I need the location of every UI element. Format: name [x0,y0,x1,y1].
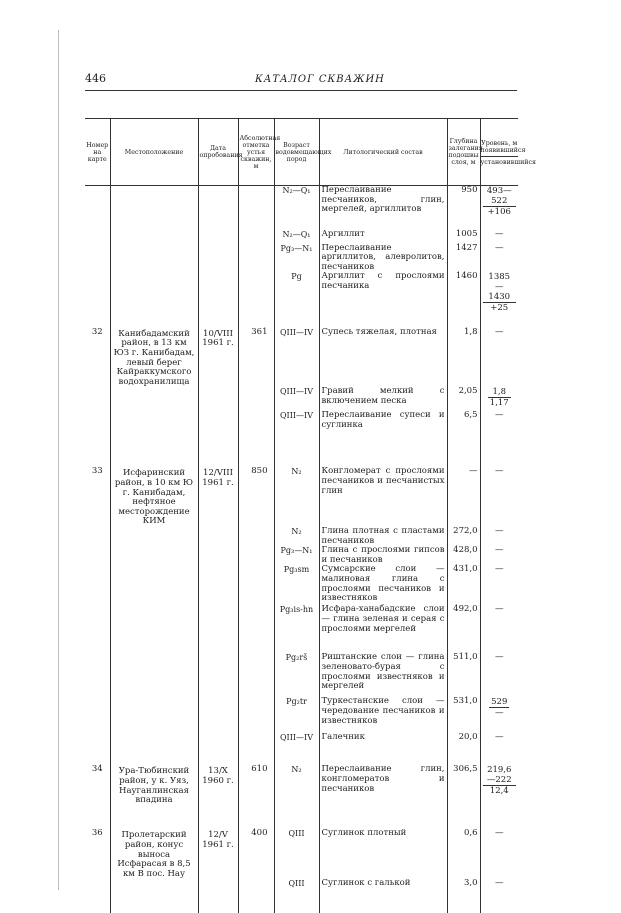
cell-age: QIII [274,829,319,879]
cell-date [198,653,238,697]
cell-level [480,272,518,314]
cell-level: — [480,653,518,697]
cell-num [85,879,110,913]
cell-lithology: Риштанские слои — глина зеленовато-бурая с прослоями известняков и мергелей [319,653,447,697]
cell-num [85,697,110,733]
col-header-location: Местоположение [110,119,198,186]
cell-age: Pg [274,272,319,314]
group-separator [85,453,518,467]
table-row [85,733,518,751]
level-appeared: 1385—1430 [483,272,517,303]
cell-date [198,879,238,913]
cell-elevation [238,733,274,751]
cell-age: QIII—IV [274,387,319,411]
table-row [85,272,518,314]
cell-level: — [480,733,518,751]
cell-lithology: Сумсарские слои — малиновая глина с прослоями песчаников и известняков [319,565,447,605]
cell-depth: 1460 [447,272,480,314]
col-header-age: Возраст водовмещающих пород [274,119,319,186]
cell-level [480,697,518,733]
cell-lithology: Аргиллит с прослоями песчаника [319,272,447,314]
cell-depth: 431,0 [447,565,480,605]
cell-location [110,244,198,273]
cell-age: Pg₃—N₁ [274,244,319,273]
cell-num [85,387,110,411]
level-appeared: 493—522 [483,186,517,207]
cell-lithology: Переслаивание песчаников, глин, мергелей, аргиллитов [319,186,447,230]
cell-elevation [238,244,274,273]
cell-elevation [238,411,274,453]
cell-age: Pg₃is-hn [274,605,319,653]
cell-elevation: 400 [238,829,274,879]
cell-level [480,387,518,411]
table-row [85,186,518,230]
cell-lithology: Глина с прослоями гипсов и песчаников [319,546,447,565]
cell-elevation [238,605,274,653]
cell-location: Пролетарский район, конус выноса Исфарасая в 8,5 км В пос. Нау [110,829,198,879]
col-header-elevation: Абсолютная отметка устья скважин, м [238,119,274,186]
table-row [85,697,518,733]
header-rule [85,90,517,91]
level-header-title: Уровень, м появившийся [481,138,519,157]
table-row [85,411,518,453]
cell-depth: 1005 [447,230,480,244]
cell-location: Ура-Тюбинский район, у к. Уяз, Науганлинская впадина [110,765,198,815]
cell-location [110,565,198,605]
cell-num: 33 [85,467,110,527]
cell-elevation: 610 [238,765,274,815]
cell-date [198,546,238,565]
level-established: — [489,708,509,718]
cell-level: — [480,605,518,653]
running-title: КАТАЛОГ СКВАЖИН [255,74,385,85]
cell-num [85,272,110,314]
cell-location: Исфаринский район, в 10 км Ю г. Канибадам, нефтяное месторождение КИМ [110,467,198,527]
cell-age: N₂—Q₁ [274,186,319,230]
cell-depth: — [447,467,480,527]
cell-location [110,653,198,697]
cell-date: 10/VIII 1961 г. [198,328,238,388]
cell-location [110,546,198,565]
col-header-depth: Глубина залегания подошвы слоя, м [447,119,480,186]
cell-num [85,527,110,546]
cell-depth: 0,6 [447,829,480,879]
cell-num [85,565,110,605]
cell-date [198,272,238,314]
cell-lithology: Переслаивание аргиллитов, алевролитов, песчаников [319,244,447,273]
cell-date [198,387,238,411]
cell-depth: 1,8 [447,328,480,388]
cell-age: N₂ [274,765,319,815]
cell-level: — [480,244,518,273]
cell-level: — [480,467,518,527]
table-row [85,565,518,605]
cell-lithology: Конгломерат с прослоями песчаников и песчанистых глин [319,467,447,527]
cell-age: Pg₃—N₁ [274,546,319,565]
level-fraction [483,186,517,217]
cell-age: QIII—IV [274,328,319,388]
cell-level: — [480,879,518,913]
cell-elevation [238,230,274,244]
table-row [85,230,518,244]
cell-date [198,186,238,230]
cell-num [85,186,110,230]
cell-depth: 950 [447,186,480,230]
page-edge-line [58,30,59,890]
cell-level: — [480,328,518,388]
cell-location [110,186,198,230]
cell-lithology: Переслаивание глин, конгломератов и песчаников [319,765,447,815]
cell-location [110,411,198,453]
cell-date [198,230,238,244]
cell-elevation [238,272,274,314]
table-row [85,328,518,388]
table-row [85,765,518,815]
table-row [85,387,518,411]
cell-age: N₂—Q₁ [274,230,319,244]
cell-age: QIII [274,879,319,913]
cell-lithology: Переслаивание супеси и суглинка [319,411,447,453]
cell-depth: 272,0 [447,527,480,546]
cell-age: N₂ [274,467,319,527]
cell-depth: 531,0 [447,697,480,733]
cell-lithology: Суглинок с галькой [319,879,447,913]
cell-location: Канибадамский район, в 13 км ЮЗ г. Канибадам, левый берег Кайраккумского водохранилища [110,328,198,388]
cell-level: — [480,829,518,879]
table-row [85,829,518,879]
level-appeared: 529 [489,697,509,708]
level-established: 12,4 [483,786,517,796]
cell-elevation [238,546,274,565]
cell-elevation: 361 [238,328,274,388]
cell-date [198,697,238,733]
table-body [85,186,518,913]
cell-depth: 2,05 [447,387,480,411]
cell-age: Pg₂tr [274,697,319,733]
cell-lithology: Исфара-ханабадские слои — глина зеленая и серая с прослоями мергелей [319,605,447,653]
cell-num [85,546,110,565]
cell-age: QIII—IV [274,733,319,751]
cell-level: — [480,546,518,565]
well-catalog-table [85,118,518,913]
table-row [85,467,518,527]
cell-location [110,387,198,411]
cell-elevation [238,697,274,733]
level-established: +25 [483,303,517,313]
group-separator [85,815,518,829]
level-established: 1,17 [488,398,511,408]
cell-location [110,527,198,546]
cell-lithology: Гравий мелкий с включением песка [319,387,447,411]
table-row [85,527,518,546]
cell-date [198,244,238,273]
cell-elevation [238,653,274,697]
cell-date [198,733,238,751]
table-row [85,605,518,653]
table-row [85,244,518,273]
cell-num: 34 [85,765,110,815]
cell-date [198,605,238,653]
cell-lithology: Глина плотная с пластами песчаников [319,527,447,546]
table-row [85,546,518,565]
col-header-num: Номер на карте [85,119,110,186]
cell-num [85,653,110,697]
level-fraction [483,765,517,796]
cell-date [198,411,238,453]
cell-level: — [480,230,518,244]
cell-elevation [238,879,274,913]
cell-level: — [480,411,518,453]
group-separator [85,314,518,328]
table-row [85,653,518,697]
col-header-date: Дата опробования [198,119,238,186]
group-separator [85,751,518,765]
cell-num [85,230,110,244]
cell-depth: 20,0 [447,733,480,751]
cell-depth: 511,0 [447,653,480,697]
col-header-lithology: Литологический состав [319,119,447,186]
cell-elevation: 850 [238,467,274,527]
table-header-row [85,119,518,186]
cell-depth: 428,0 [447,546,480,565]
cell-date [198,527,238,546]
cell-location [110,272,198,314]
cell-lithology: Туркестанские слои — чередование песчаников и известняков [319,697,447,733]
cell-age: QIII—IV [274,411,319,453]
cell-num [85,733,110,751]
cell-location [110,605,198,653]
col-header-level [480,119,518,186]
cell-num: 32 [85,328,110,388]
cell-lithology: Галечник [319,733,447,751]
cell-age: N₂ [274,527,319,546]
cell-age: Pg₂rš [274,653,319,697]
level-appeared: 1,8 [488,387,511,398]
cell-level: — [480,565,518,605]
cell-date: 12/VIII 1961 г. [198,467,238,527]
cell-lithology: Аргиллит [319,230,447,244]
cell-num [85,244,110,273]
cell-depth: 6,5 [447,411,480,453]
cell-elevation [238,565,274,605]
page-number: 446 [85,72,106,85]
cell-num [85,605,110,653]
cell-date [198,565,238,605]
cell-location [110,733,198,751]
table-row [85,879,518,913]
cell-num: 36 [85,829,110,879]
cell-date: 13/X 1960 г. [198,765,238,815]
cell-age: Pg₃sm [274,565,319,605]
cell-date: 12/V 1961 г. [198,829,238,879]
cell-level [480,186,518,230]
cell-depth: 1427 [447,244,480,273]
cell-location [110,230,198,244]
level-established: +106 [483,207,517,217]
cell-lithology: Супесь тяжелая, плотная [319,328,447,388]
level-fraction [483,272,517,313]
cell-depth: 492,0 [447,605,480,653]
cell-depth: 3,0 [447,879,480,913]
level-appeared: 219,6—222 [483,765,517,786]
cell-level [480,765,518,815]
level-fraction [488,387,511,408]
cell-location [110,879,198,913]
cell-elevation [238,186,274,230]
cell-elevation [238,387,274,411]
level-fraction [489,697,509,718]
cell-lithology: Суглинок плотный [319,829,447,879]
cell-depth: 306,5 [447,765,480,815]
cell-elevation [238,527,274,546]
cell-location [110,697,198,733]
cell-level: — [480,527,518,546]
cell-num [85,411,110,453]
level-header-established: установившийся [481,157,519,166]
